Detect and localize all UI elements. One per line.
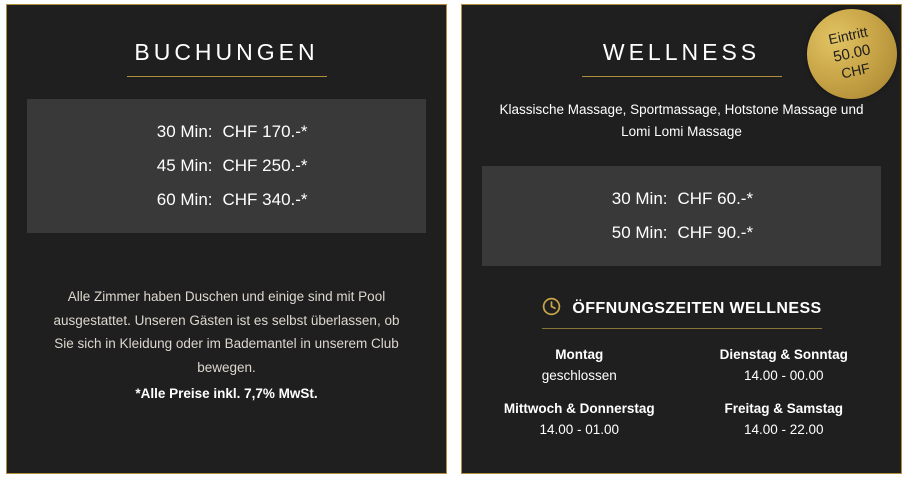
price-row	[502, 216, 861, 250]
hours-time: 14.00 - 01.00	[539, 421, 620, 437]
price-duration: 45 Min:	[156, 156, 213, 175]
hours-cell	[482, 347, 677, 383]
price-row	[502, 182, 861, 216]
opening-hours-header	[482, 296, 881, 322]
price-value: CHF 170.-*	[222, 122, 308, 141]
hours-time: geschlossen	[541, 367, 617, 383]
clock-icon	[541, 296, 562, 322]
wellness-description: Klassische Massage, Sportmassage, Hotstone Massage und Lomi Lomi Massage	[499, 102, 864, 140]
price-value: CHF 90.-*	[677, 222, 754, 242]
price-value: CHF 60.-*	[677, 188, 754, 208]
price-row	[47, 183, 406, 217]
badge-amount: 50.00	[831, 40, 872, 66]
hours-cell	[482, 401, 677, 437]
hours-divider	[542, 328, 822, 329]
wellness-title: WELLNESS	[602, 39, 761, 65]
bookings-note	[27, 285, 426, 405]
opening-hours-title: ÖFFNUNGSZEITEN WELLNESS	[572, 299, 822, 317]
title-divider	[582, 76, 782, 77]
page-title: BUCHUNGEN	[134, 39, 319, 65]
hours-cell	[687, 347, 882, 383]
title-divider	[127, 76, 327, 77]
hours-day: Freitag & Samstag	[724, 400, 844, 416]
hours-cell	[687, 401, 882, 437]
price-row	[47, 115, 406, 149]
opening-hours-grid	[482, 347, 881, 437]
hours-day: Dienstag & Sonntag	[719, 346, 848, 362]
price-row	[47, 149, 406, 183]
hours-day: Mittwoch & Donnerstag	[503, 400, 655, 416]
price-value: CHF 340.-*	[222, 190, 308, 209]
hours-time: 14.00 - 22.00	[743, 421, 824, 437]
hours-time: 14.00 - 00.00	[743, 367, 824, 383]
entry-price-badge	[799, 1, 906, 108]
bookings-price-box	[27, 99, 426, 233]
bookings-note-text: Alle Zimmer haben Duschen und einige sind mit Pool ausgestattet. Unseren Gästen ist es selbst überlassen, ob Sie sich in Kleidung oder im Bademantel in unserem Club bewegen.	[53, 289, 400, 375]
bookings-tax-note: *Alle Preise inkl. 7,7% MwSt.	[135, 385, 318, 401]
wellness-price-box	[482, 166, 881, 266]
price-value: CHF 250.-*	[222, 156, 308, 175]
price-duration: 50 Min:	[611, 222, 668, 242]
bookings-panel	[6, 4, 447, 474]
price-duration: 60 Min:	[156, 190, 213, 209]
badge-label: Eintritt	[827, 23, 870, 48]
hours-day: Montag	[555, 346, 604, 362]
price-duration: 30 Min:	[611, 188, 668, 208]
badge-currency: CHF	[839, 60, 872, 82]
price-duration: 30 Min:	[156, 122, 213, 141]
wellness-panel	[461, 4, 902, 474]
